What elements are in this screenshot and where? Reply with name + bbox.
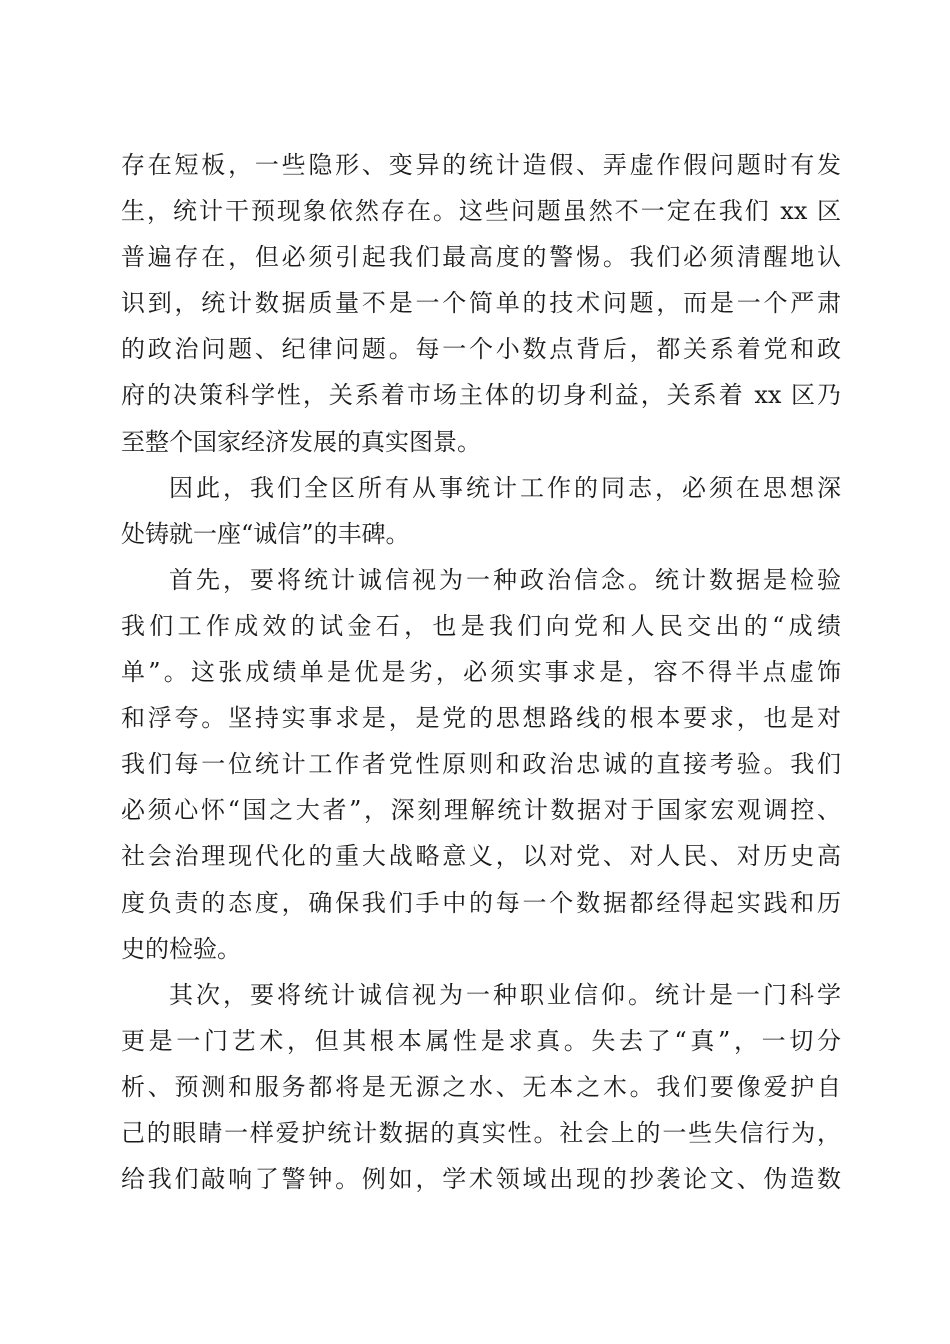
text-line: 的政治问题、纪律问题。每一个小数点背后，都关系着党和政: [121, 335, 841, 364]
text-line: 普遍存在，但必须引起我们最高度的警惕。我们必须清醒地认: [121, 243, 841, 272]
text-line: 存在短板，一些隐形、变异的统计造假、弄虚作假问题时有发: [121, 151, 841, 179]
text-line: 生，统计干预现象依然存在。这些问题虽然不一定在我们 xx 区: [121, 197, 841, 226]
paragraph-3: [121, 557, 841, 972]
text-line: 府的决策科学性，关系着市场主体的切身利益，关系着 xx 区乃: [121, 381, 841, 410]
text-line: 己的眼睛一样爱护统计数据的真实性。社会上的一些失信行为，: [121, 1118, 841, 1147]
text-line: 和浮夸。坚持实事求是，是党的思想路线的根本要求，也是对: [121, 704, 841, 733]
body-text: [121, 142, 841, 1202]
text-line: 社会治理现代化的重大战略意义，以对党、对人民、对历史高: [121, 842, 841, 871]
text-line: 至整个国家经济发展的真实图景。: [121, 427, 481, 456]
text-line: 首先，要将统计诚信视为一种政治信念。统计数据是检验: [169, 565, 841, 594]
text-line: 度负责的态度，确保我们手中的每一个数据都经得起实践和历: [121, 888, 841, 917]
paragraph-4: [121, 972, 841, 1202]
text-line: 我们工作成效的试金石，也是我们向党和人民交出的“成绩: [121, 611, 841, 640]
text-line: 更是一门艺术，但其根本属性是求真。失去了“真”，一切分: [121, 1026, 841, 1055]
text-line: 给我们敲响了警钟。例如，学术领域出现的抄袭论文、伪造数: [121, 1165, 841, 1194]
paragraph-1: [121, 142, 841, 465]
text-line: 识到，统计数据质量不是一个简单的技术问题，而是一个严肃: [121, 289, 841, 318]
text-line: 因此，我们全区所有从事统计工作的同志，必须在思想深: [169, 473, 841, 502]
text-line: 史的检验。: [121, 934, 241, 963]
text-line: 单”。这张成绩单是优是劣，必须实事求是，容不得半点虚饰: [121, 658, 841, 687]
text-line: 析、预测和服务都将是无源之水、无本之木。我们要像爱护自: [121, 1072, 841, 1101]
text-line: 我们每一位统计工作者党性原则和政治忠诚的直接考验。我们: [121, 750, 841, 779]
text-line: 必须心怀“国之大者”，深刻理解统计数据对于国家宏观调控、: [121, 796, 841, 825]
text-line: 处铸就一座“诚信”的丰碑。: [121, 519, 410, 548]
paragraph-2: [121, 465, 841, 557]
text-line: 其次，要将统计诚信视为一种职业信仰。统计是一门科学: [169, 980, 841, 1009]
